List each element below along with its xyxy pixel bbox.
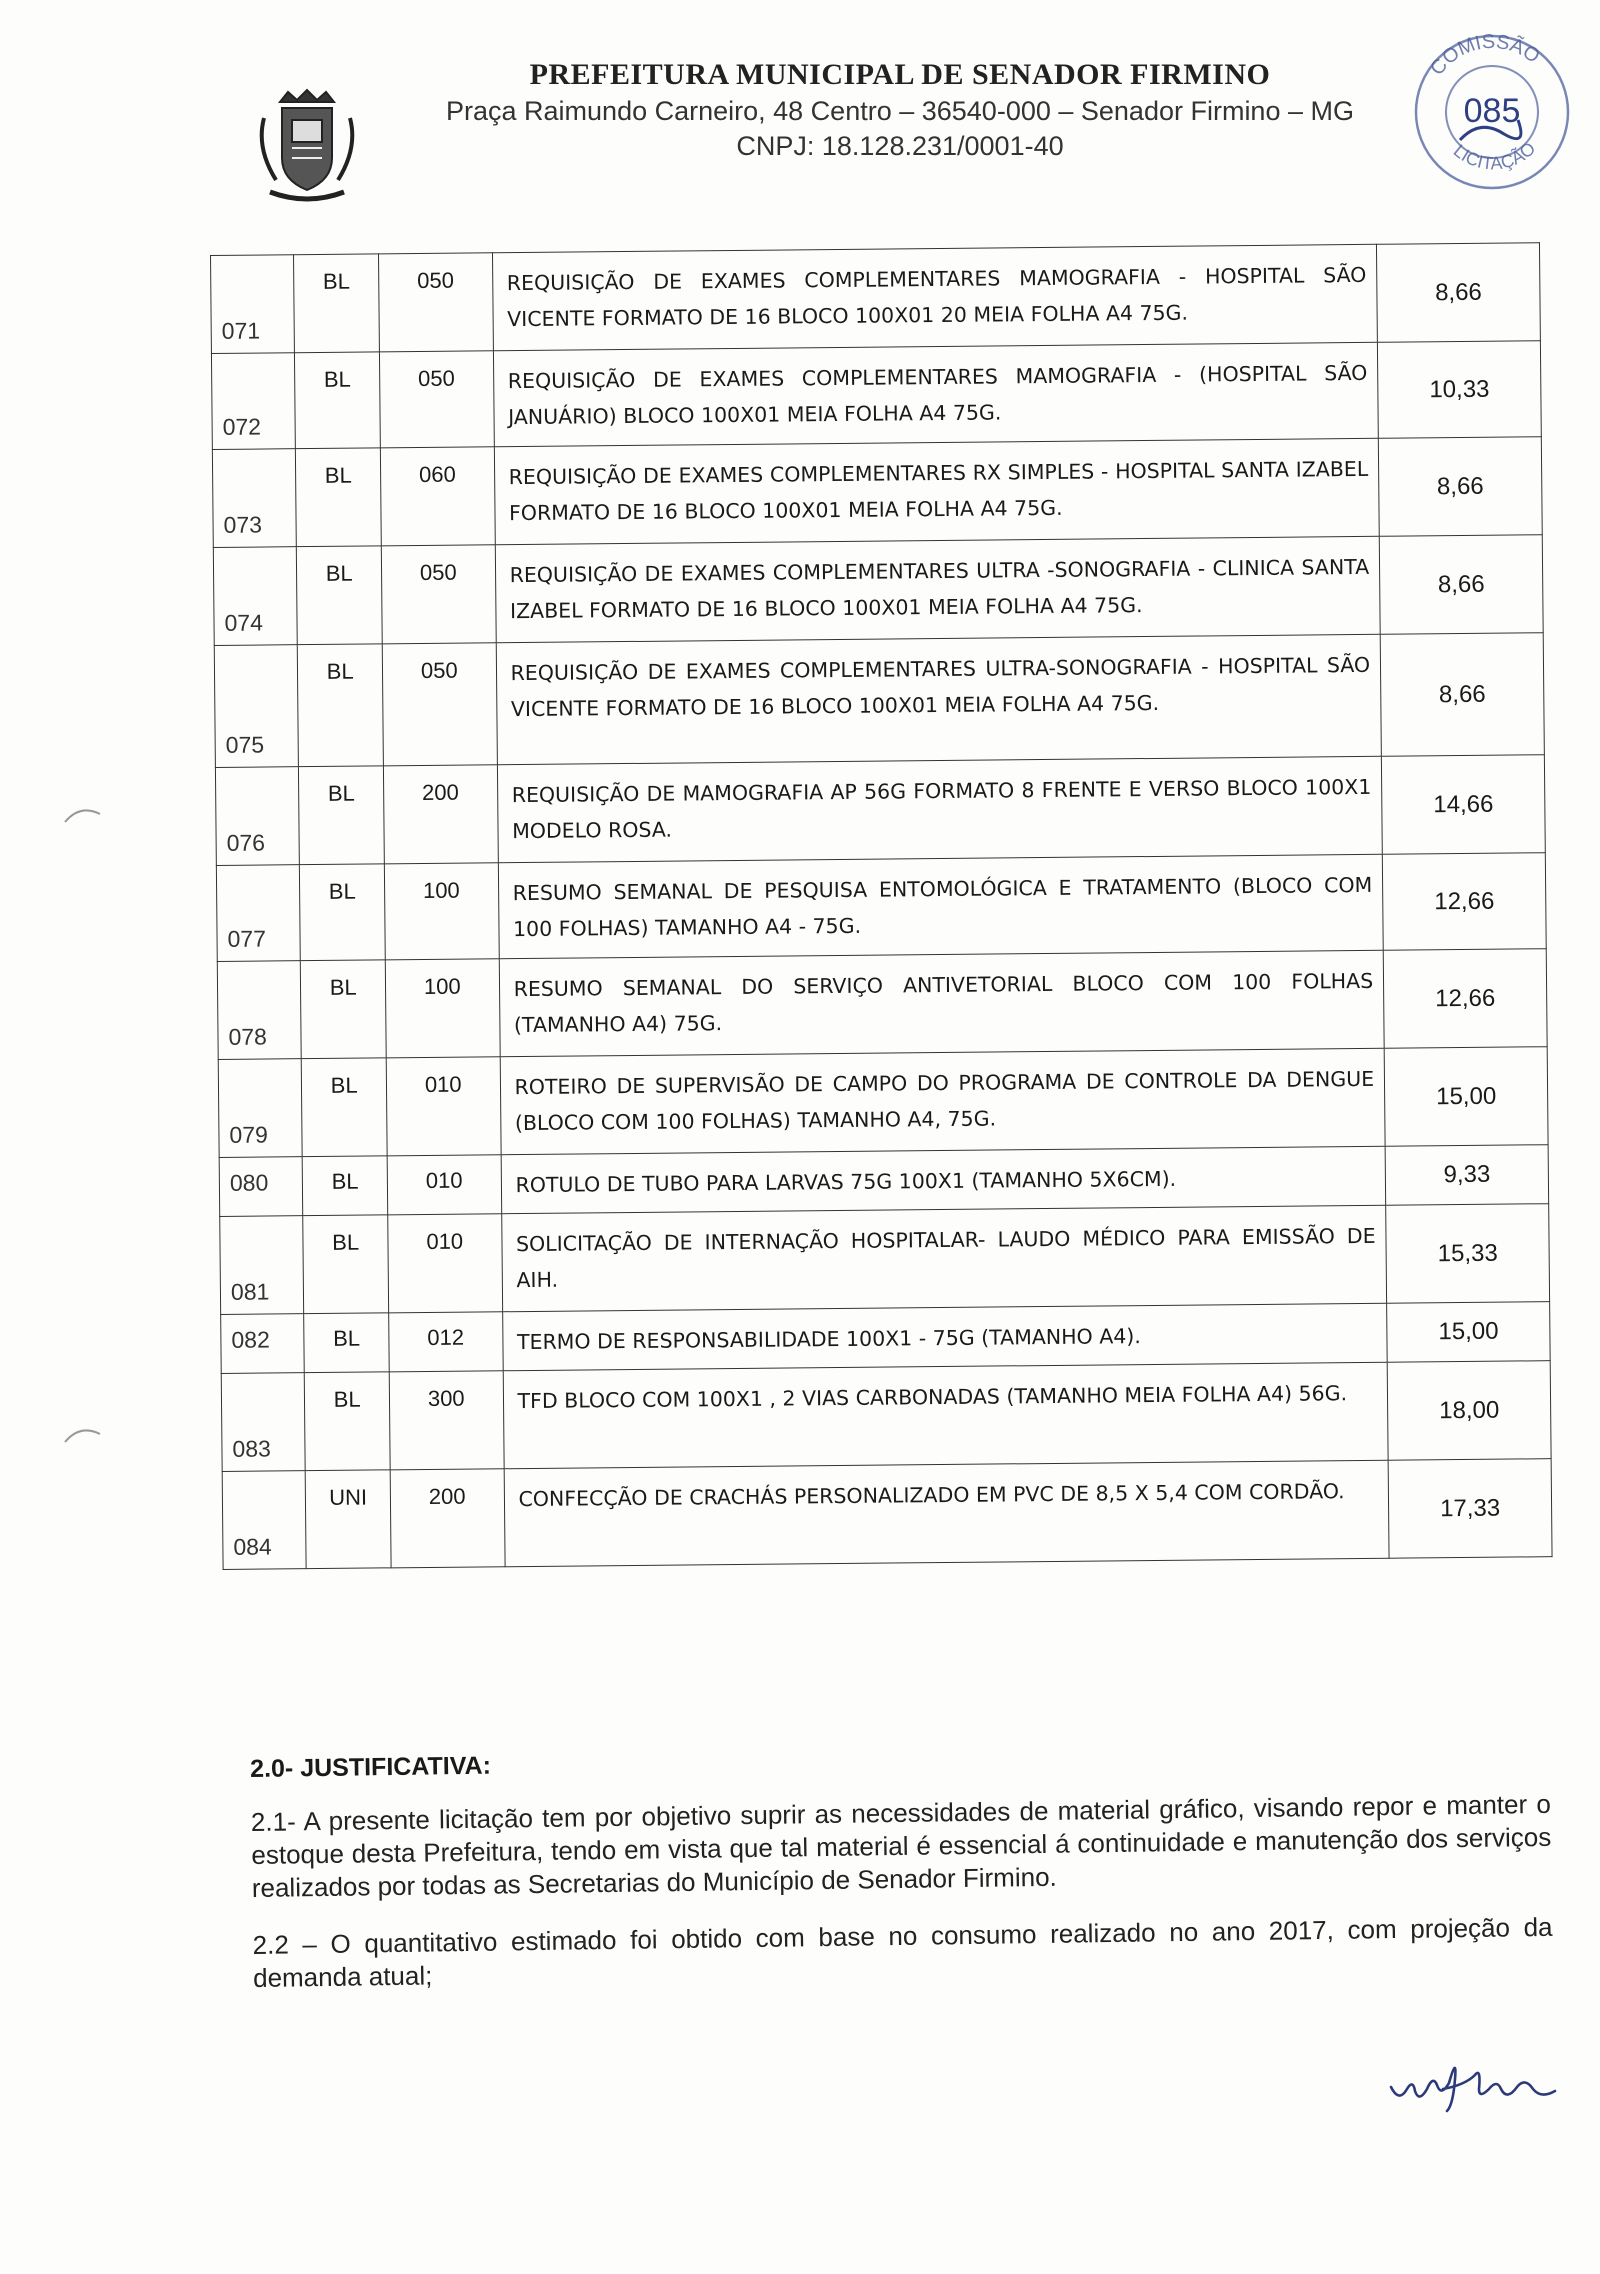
- table-row: [214, 633, 1544, 768]
- item-description: REQUISIÇÃO DE EXAMES COMPLEMENTARES ULTRA -SONOGRAFIA - CLINICA SANTA IZABEL FORMATO DE 16 BLOCO 100X01 MEIA FOLHA A4 75G.: [495, 536, 1380, 642]
- item-quantity: 012: [389, 1312, 503, 1372]
- item-unit: BL: [298, 644, 384, 767]
- item-number-cell: [214, 645, 299, 768]
- item-price: 8,66: [1379, 535, 1543, 635]
- item-number: 080: [229, 1169, 269, 1196]
- item-price: 15,00: [1384, 1047, 1548, 1147]
- item-price: 12,66: [1382, 853, 1546, 951]
- item-number: 073: [223, 511, 263, 538]
- handwritten-signature: [1385, 2045, 1565, 2115]
- item-unit: BL: [295, 352, 380, 449]
- item-unit: UNI: [306, 1470, 391, 1569]
- table-row: [218, 1047, 1548, 1158]
- item-description: RESUMO SEMANAL DO SERVIÇO ANTIVETORIAL BLOCO COM 100 FOLHAS (TAMANHO A4) 75G.: [499, 950, 1384, 1056]
- item-number-cell: [217, 961, 301, 1060]
- items-table: [210, 242, 1553, 1570]
- item-unit: BL: [302, 1058, 387, 1157]
- item-price: 17,33: [1388, 1459, 1552, 1559]
- item-quantity: 010: [387, 1155, 501, 1215]
- item-description: CONFECÇÃO DE CRACHÁS PERSONALIZADO EM PVC DE 8,5 X 5,4 COM CORDÃO.: [504, 1460, 1389, 1566]
- item-quantity: 010: [388, 1214, 503, 1313]
- item-unit: BL: [301, 960, 386, 1059]
- item-description: REQUISIÇÃO DE EXAMES COMPLEMENTARES RX SIMPLES - HOSPITAL SANTA IZABEL FORMATO DE 16 BLOCO 100X01 MEIA FOLHA A4 75G.: [494, 438, 1379, 544]
- item-description: TERMO DE RESPONSABILIDADE 100X1 - 75G (TAMANHO A4).: [502, 1303, 1387, 1370]
- item-number: 084: [233, 1533, 272, 1560]
- item-number-cell: [221, 1373, 305, 1472]
- commission-stamp: [1400, 22, 1580, 192]
- justification-paragraph-2-1: 2.1- A presente licitação tem por objetivo suprir as necessidades de material gráfico, visando repor e manter o estoque desta Prefeitura, tendo em vista que tal material é essencial á continuidade e manutenção dos serviços realizados por todas as Secretarias do Município de Senador Firmino.: [250, 1788, 1552, 1903]
- item-number-cell: [216, 865, 300, 962]
- item-number: 071: [221, 317, 261, 344]
- table-row: [220, 1204, 1550, 1315]
- item-number-cell: [221, 1314, 305, 1374]
- item-quantity: 010: [386, 1057, 501, 1156]
- item-number-cell: [211, 353, 295, 450]
- item-number: 079: [229, 1121, 268, 1148]
- table-row: [211, 243, 1541, 354]
- item-description: TFD BLOCO COM 100X1 , 2 VIAS CARBONADAS (TAMANHO MEIA FOLHA A4) 56G.: [503, 1362, 1388, 1468]
- item-quantity: 200: [390, 1469, 505, 1568]
- table-row: [213, 535, 1543, 646]
- svg-text:COMISSÃO: [1426, 31, 1544, 80]
- table-row: [216, 853, 1546, 962]
- item-description: REQUISIÇÃO DE EXAMES COMPLEMENTARES ULTRA-SONOGRAFIA - HOSPITAL SÃO VICENTE FORMATO DE 16 BLOCO 100X01 MEIA FOLHA A4 75G.: [496, 634, 1382, 764]
- item-description: RESUMO SEMANAL DE PESQUISA ENTOMOLÓGICA E TRATAMENTO (BLOCO COM 100 FOLHAS) TAMANHO A4 - 75G.: [498, 854, 1383, 958]
- item-description: REQUISIÇÃO DE EXAMES COMPLEMENTARES MAMOGRAFIA - HOSPITAL SÃO VICENTE FORMATO DE 16 BLOCO 100X01 20 MEIA FOLHA A4 75G.: [492, 244, 1377, 350]
- item-number-cell: [211, 255, 295, 354]
- item-unit: BL: [305, 1372, 390, 1471]
- item-unit: BL: [303, 1156, 388, 1216]
- table-row: [212, 437, 1542, 548]
- item-quantity: 100: [384, 863, 499, 960]
- item-number: 076: [226, 829, 266, 856]
- table-row: [222, 1459, 1552, 1570]
- item-description: SOLICITAÇÃO DE INTERNAÇÃO HOSPITALAR- LAUDO MÉDICO PARA EMISSÃO DE AIH.: [501, 1205, 1386, 1311]
- item-price: 9,33: [1385, 1145, 1548, 1206]
- stamp-text-top: COMISSÃO: [1426, 30, 1544, 80]
- item-price: 15,33: [1386, 1204, 1550, 1304]
- item-quantity: 100: [385, 959, 500, 1058]
- item-number: 074: [224, 609, 264, 636]
- table-row: [221, 1361, 1551, 1472]
- item-unit: BL: [294, 254, 379, 353]
- item-price: 15,00: [1387, 1302, 1550, 1363]
- item-number-cell: [222, 1471, 306, 1570]
- item-description: REQUISIÇÃO DE MAMOGRAFIA AP 56G FORMATO 8 FRENTE E VERSO BLOCO 100X1 MODELO ROSA.: [497, 756, 1382, 862]
- item-quantity: 050: [382, 643, 497, 766]
- item-unit: BL: [297, 546, 382, 645]
- justification-heading: 2.0- JUSTIFICATIVA:: [250, 1751, 492, 1783]
- item-quantity: 060: [380, 447, 495, 546]
- item-description: ROTEIRO DE SUPERVISÃO DE CAMPO DO PROGRAMA DE CONTROLE DA DENGUE (BLOCO COM 100 FOLHAS) TAMANHO A4, 75G.: [500, 1048, 1385, 1154]
- item-number: 083: [232, 1435, 271, 1462]
- table-row: [211, 341, 1541, 450]
- item-quantity: 300: [389, 1371, 504, 1470]
- item-price: 10,33: [1378, 341, 1542, 439]
- item-number-cell: [220, 1216, 304, 1315]
- item-number: 078: [228, 1023, 268, 1050]
- item-unit: BL: [299, 766, 384, 865]
- item-price: 8,66: [1377, 243, 1541, 343]
- item-unit: BL: [303, 1215, 388, 1314]
- item-number-cell: [212, 449, 296, 548]
- svg-text:LICITAÇÃO: [1450, 138, 1540, 173]
- organization-address: Praça Raimundo Carneiro, 48 Centro – 36540-000 – Senador Firmino – MG: [446, 96, 1354, 126]
- table-row: [217, 949, 1547, 1060]
- item-number-cell: [215, 767, 299, 866]
- item-description: ROTULO DE TUBO PARA LARVAS 75G 100X1 (TAMANHO 5X6CM).: [501, 1146, 1386, 1213]
- table-row: [215, 755, 1545, 866]
- organization-name: PREFEITURA MUNICIPAL DE SENADOR FIRMINO: [529, 58, 1271, 91]
- stamp-number: 085: [1463, 92, 1521, 130]
- justification-paragraph-2-2: 2.2 – O quantitativo estimado foi obtido com base no consumo realizado no ano 2017, com projeção da demanda atual;: [252, 1911, 1553, 1993]
- item-quantity: 050: [379, 351, 494, 448]
- item-unit: BL: [304, 1313, 389, 1373]
- item-unit: BL: [300, 864, 385, 961]
- item-number: 072: [222, 413, 262, 440]
- item-number-cell: [219, 1157, 303, 1217]
- organization-cnpj: CNPJ: 18.128.231/0001-40: [736, 131, 1064, 161]
- item-price: 8,66: [1380, 633, 1544, 757]
- item-price: 18,00: [1387, 1361, 1551, 1461]
- municipal-crest-icon: [252, 88, 362, 206]
- item-number: 081: [230, 1278, 270, 1305]
- letterhead: [380, 58, 1420, 162]
- item-price: 8,66: [1378, 437, 1542, 537]
- margin-punch-mark: [60, 1420, 110, 1450]
- justification-section: [250, 1737, 1554, 2019]
- stamp-text-bottom: LICITAÇÃO: [1449, 138, 1540, 174]
- item-quantity: 050: [381, 545, 496, 644]
- item-unit: BL: [296, 448, 381, 547]
- item-number-cell: [213, 547, 297, 646]
- item-number: 077: [227, 925, 267, 952]
- item-quantity: 050: [378, 253, 493, 352]
- item-number-cell: [218, 1059, 302, 1158]
- item-number: 075: [225, 731, 265, 758]
- item-price: 14,66: [1382, 755, 1546, 855]
- item-number: 082: [231, 1326, 270, 1353]
- item-description: REQUISIÇÃO DE EXAMES COMPLEMENTARES MAMOGRAFIA - (HOSPITAL SÃO JANUÁRIO) BLOCO 100X01 MEIA FOLHA A4 75G.: [493, 342, 1378, 446]
- item-price: 12,66: [1383, 949, 1547, 1049]
- margin-punch-mark: [60, 800, 110, 830]
- item-quantity: 200: [383, 765, 498, 864]
